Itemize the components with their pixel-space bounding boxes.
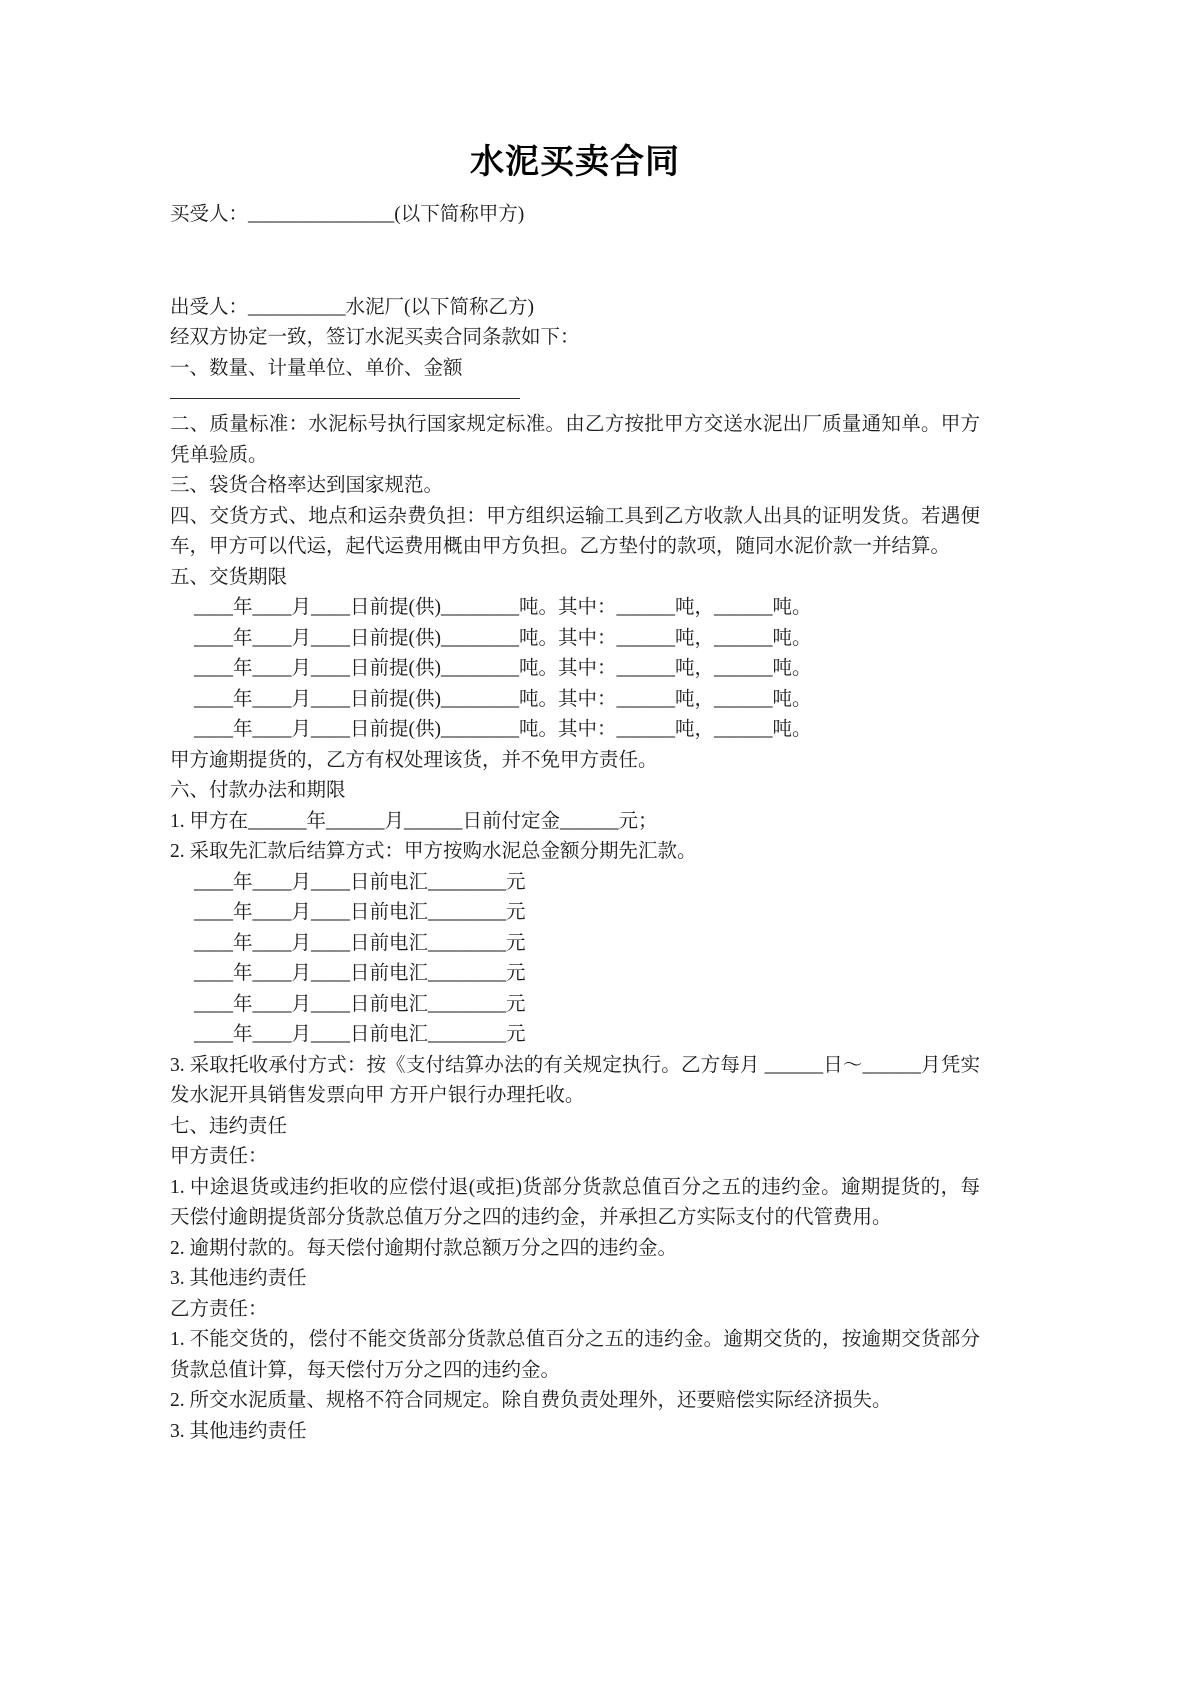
agreement-intro-line: 经双方协定一致，签订水泥买卖合同条款如下： [170, 327, 580, 348]
delivery-row[interactable]: ____年____月____日前提(供)________吨。其中：______吨，______吨。 [194, 719, 812, 740]
party-a-liability-item: 1. 中途退货或违约拒收的应偿付退(或拒)货部分货款总值百分之五的违约金。逾期提货的，每天偿付逾朗提货部分货款总值万分之四的违约金，并承担乙方实际支付的代管费用。 [170, 1176, 980, 1228]
delivery-row[interactable]: ____年____月____日前提(供)________吨。其中：______吨，______吨。 [194, 688, 812, 710]
party-b-liability-item: 3. 其他违约责任 [170, 1420, 307, 1442]
party-b-liability-heading: 乙方责任： [170, 1298, 268, 1320]
remittance-row[interactable]: ____年____月____日前电汇________元 [194, 932, 526, 954]
buyer-field-line[interactable]: 买受人：_______________(以下简称甲方) [170, 204, 525, 225]
document-body [170, 140, 980, 1447]
section-6-heading: 六、付款办法和期限 [170, 780, 346, 801]
remittance-row[interactable]: ____年____月____日前电汇________元 [194, 963, 526, 984]
delivery-row[interactable]: ____年____月____日前提(供)________吨。其中：______吨，______吨。 [194, 627, 812, 649]
remittance-row[interactable]: ____年____月____日前电汇________元 [194, 1024, 526, 1045]
section-5-heading: 五、交货期限 [170, 566, 288, 588]
party-b-liability-item: 1. 不能交货的，偿付不能交货部分货款总值百分之五的违约金。逾期交货的，按逾期交货部分货款总值计算，每天偿付万分之四的违约金。 [170, 1329, 980, 1381]
title-block-spacer [170, 231, 980, 293]
remittance-row[interactable]: ____年____月____日前电汇________元 [194, 902, 526, 923]
delivery-overdue-note: 甲方逾期提货的，乙方有权处理该货，并不免甲方责任。 [170, 749, 658, 771]
delivery-row[interactable]: ____年____月____日前提(供)________吨。其中：______吨，______吨。 [194, 658, 812, 679]
section-2-quality-standard: 二、质量标准：水泥标号执行国家规定标准。由乙方按批甲方交送水泥出厂质量通知单。甲方凭单验质。 [170, 414, 980, 466]
payment-item-2: 2. 采取先汇款后结算方式：甲方按购水泥总金额分期先汇款。 [170, 841, 697, 862]
payment-item-1[interactable]: 1. 甲方在______年______月______日前付定金______元； [170, 810, 658, 832]
section-1-heading: 一、数量、计量单位、单价、金额 [170, 357, 463, 379]
payment-item-3[interactable]: 3. 采取托收承付方式：按《支付结算办法的有关规定执行。乙方每月 ______日～______月凭实发水泥开具销售发票向甲 方开户银行办理托收。 [170, 1054, 980, 1106]
seller-field-line[interactable]: 出受人：__________水泥厂(以下简称乙方) [170, 296, 534, 318]
section-4-delivery-method: 四、交货方式、地点和运杂费负担：甲方组织运输工具到乙方收款人出具的证明发货。若遇便车，甲方可以代运，起代运费用概由甲方负担。乙方垫付的款项，随同水泥价款一并结算。 [170, 505, 980, 557]
quantity-blank-rule[interactable] [170, 384, 520, 399]
party-a-liability-heading: 甲方责任： [170, 1146, 268, 1167]
remittance-row[interactable]: ____年____月____日前电汇________元 [194, 993, 526, 1015]
party-b-liability-item: 2. 所交水泥质量、规格不符合同规定。除自费负责处理外，还要赔偿实际经济损失。 [170, 1390, 892, 1411]
party-a-liability-item: 2. 逾期付款的。每天偿付逾期付款总额万分之四的违约金。 [170, 1237, 678, 1259]
section-3-bag-qualification: 三、袋货合格率达到国家规范。 [170, 475, 444, 496]
section-7-heading: 七、违约责任 [170, 1115, 288, 1137]
quantity-table-rule-row [170, 384, 980, 410]
party-a-liability-item: 3. 其他违约责任 [170, 1268, 307, 1289]
remittance-row[interactable]: ____年____月____日前电汇________元 [194, 871, 526, 893]
delivery-row[interactable]: ____年____月____日前提(供)________吨。其中：______吨，______吨。 [194, 597, 812, 618]
page-title: 水泥买卖合同 [470, 143, 680, 181]
